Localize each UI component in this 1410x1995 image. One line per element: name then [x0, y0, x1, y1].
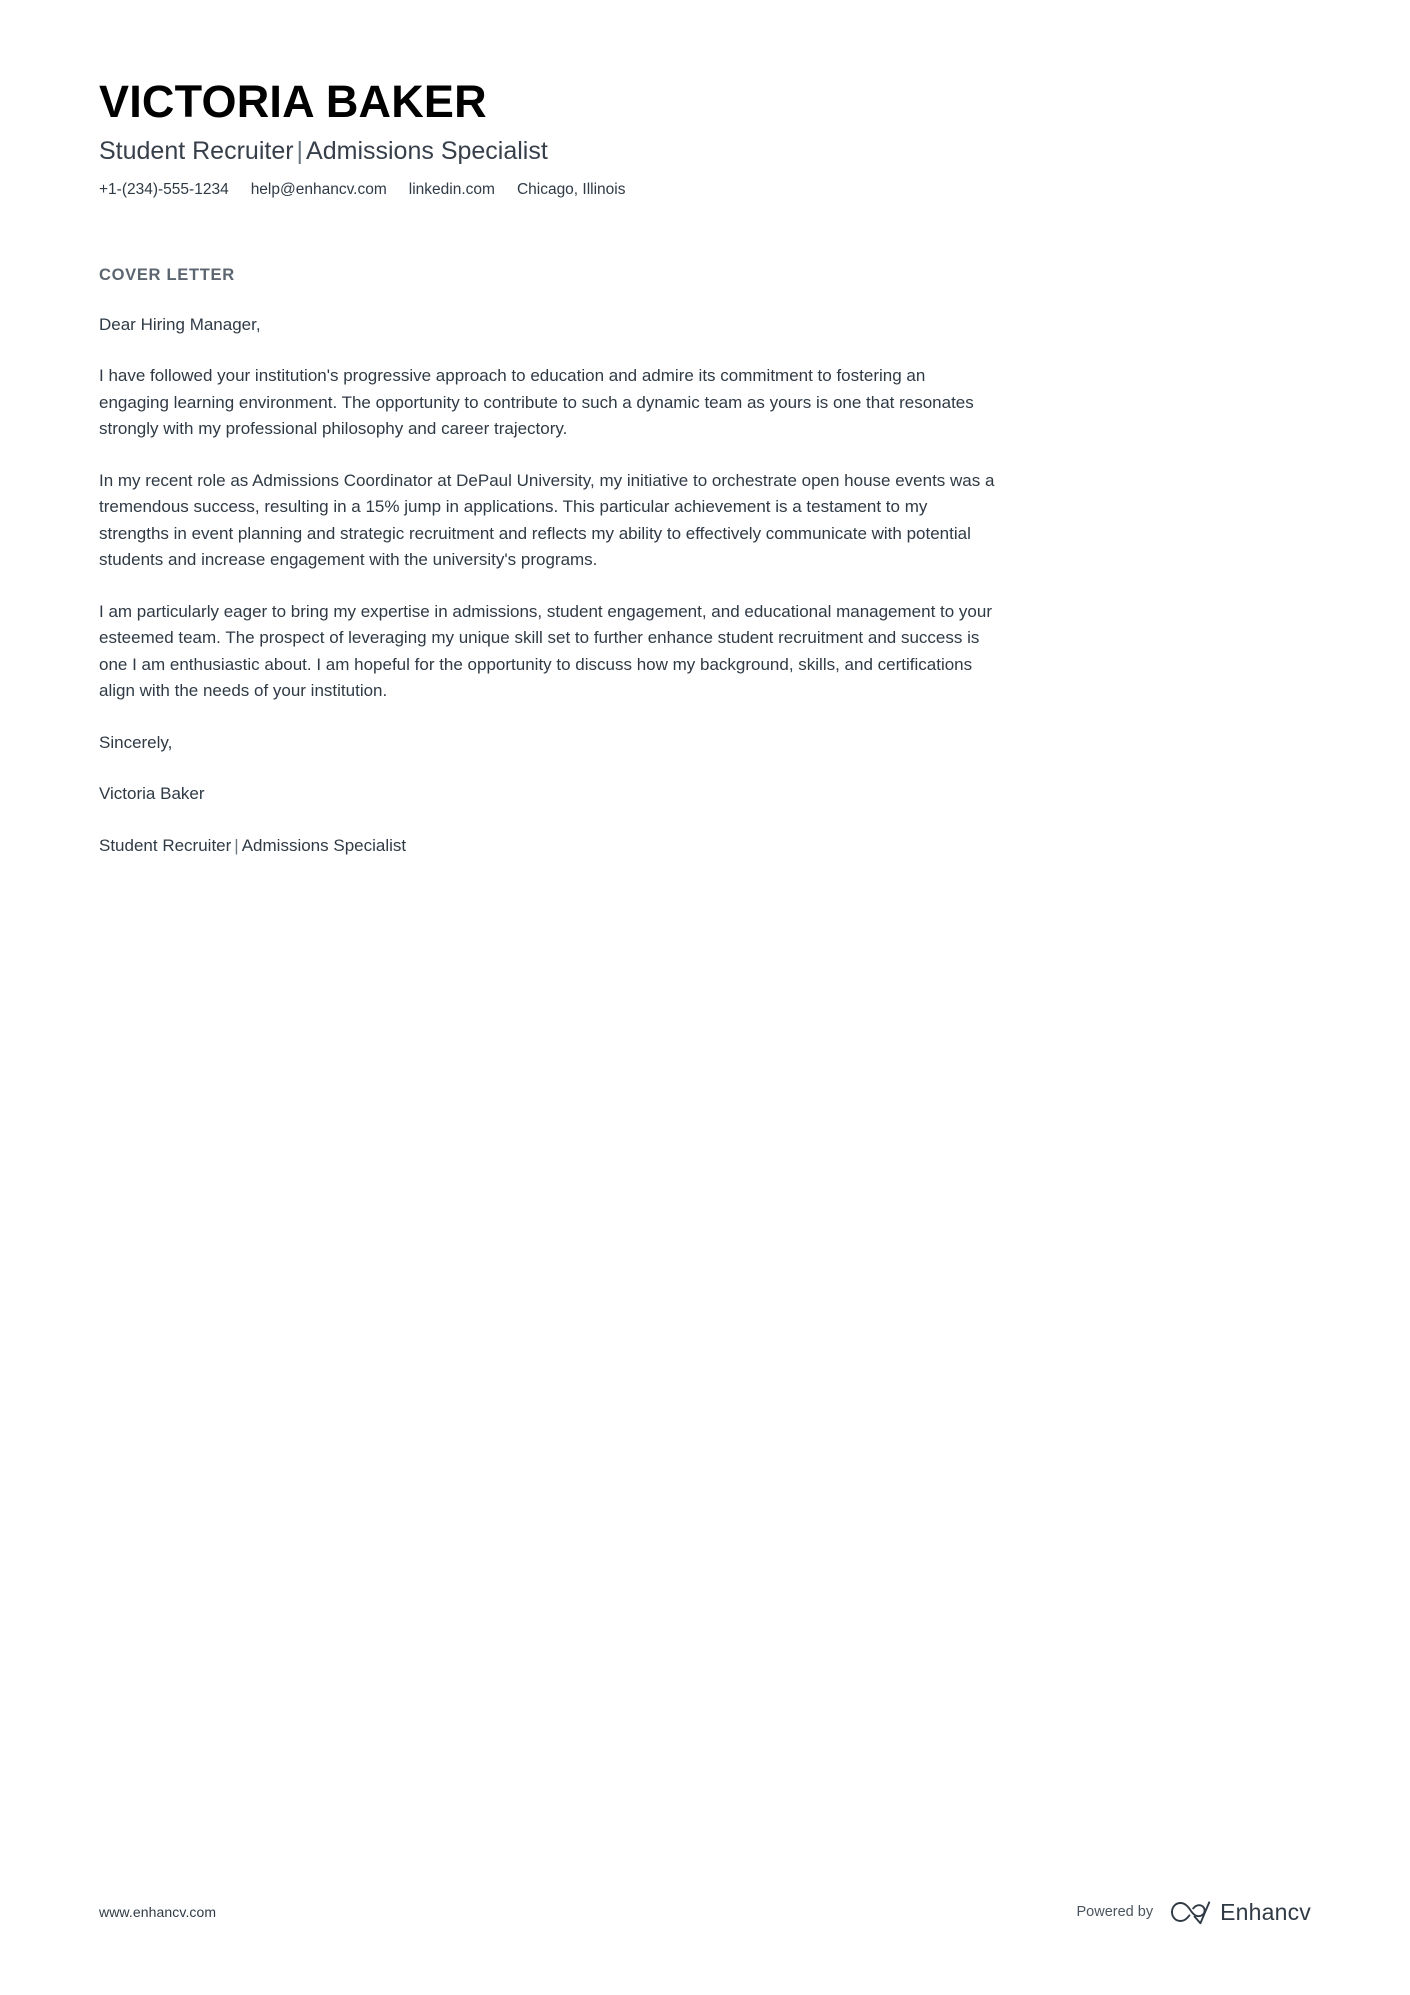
document-footer: [99, 1897, 1311, 1927]
paragraph-2: In my recent role as Admissions Coordinator at DePaul University, my initiative to orchestrate open house events was a tremendous success, resulting in a 15% jump in applications. This particular achievement is a testament to my strengths in event planning and strategic recruitment and reflects my ability to effectively communicate with potential students and increase engagement with the university's programs.: [99, 470, 995, 570]
signature-name: Victoria Baker: [99, 784, 205, 804]
signature-job-title: [99, 833, 999, 859]
contact-location: Chicago, Illinois: [516, 180, 626, 198]
job-title-secondary: Admissions Specialist: [306, 136, 548, 165]
paragraph-3: I am particularly eager to bring my expertise in admissions, student engagement, and educational management to your esteemed team. The prospect of leveraging my unique skill set to further enhance student recruitment and success is one I am enthusiastic about. I am hopeful for the opportunity to discuss how my background, skills, and certifications align with the needs of your institution.: [99, 601, 992, 701]
contact-linkedin[interactable]: linkedin.com: [408, 180, 495, 198]
section-heading-cover-letter: COVER LETTER: [99, 265, 235, 284]
candidate-name: VICTORIA BAKER: [99, 76, 487, 127]
signature-title-primary: Student Recruiter: [99, 835, 232, 855]
closing-salutation: Sincerely,: [99, 733, 173, 752]
paragraph-1: I have followed your institution's progressive approach to education and admire its commitment to fostering an engaging learning environment. The opportunity to contribute to such a dynamic team as yours is one that resonates strongly with my professional philosophy and career trajectory.: [99, 366, 974, 439]
candidate-job-title: [99, 136, 999, 167]
enhancv-infinity-logo-icon: [1169, 1899, 1211, 1925]
signature-title-secondary: Admissions Specialist: [241, 835, 407, 855]
salutation: Dear Hiring Manager,: [99, 314, 261, 334]
contact-email[interactable]: help@enhancv.com: [250, 180, 387, 198]
signature-title-divider: |: [234, 835, 239, 855]
document-header: [99, 0, 999, 200]
footer-branding: [1077, 1899, 1312, 1926]
letter-body: [99, 312, 999, 859]
job-title-divider: |: [296, 136, 304, 165]
document-content: [99, 0, 999, 859]
enhancv-logo: [1169, 1899, 1311, 1926]
cover-letter-section: [99, 266, 999, 859]
contact-details: [99, 180, 999, 200]
contact-phone: +1-(234)-555-1234: [99, 180, 229, 198]
job-title-primary: Student Recruiter: [99, 136, 294, 165]
powered-by-label: Powered by: [1076, 1904, 1154, 1920]
footer-website-url[interactable]: www.enhancv.com: [99, 1904, 217, 1920]
brand-name-label: Enhancv: [1220, 1898, 1311, 1925]
